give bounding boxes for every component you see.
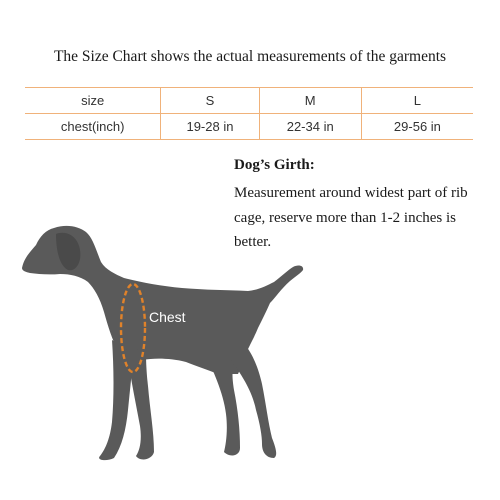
table-cell: M: [259, 88, 361, 114]
size-chart-headline: The Size Chart shows the actual measurements of the garments: [53, 48, 447, 65]
table-cell: S: [161, 88, 259, 114]
girth-description: Measurement around widest part of rib cage, reserve more than 1-2 inches is better.: [234, 185, 468, 250]
table-cell: 29-56 in: [361, 114, 473, 140]
table-cell: L: [361, 88, 473, 114]
table-cell: size: [25, 88, 161, 114]
table-cell: 22-34 in: [259, 114, 361, 140]
chest-label: Chest: [149, 309, 186, 325]
girth-title: Dog’s Girth:: [234, 157, 315, 173]
table-cell: 19-28 in: [161, 114, 259, 140]
dog-silhouette-icon: [22, 226, 303, 460]
table-cell: chest(inch): [25, 114, 161, 140]
